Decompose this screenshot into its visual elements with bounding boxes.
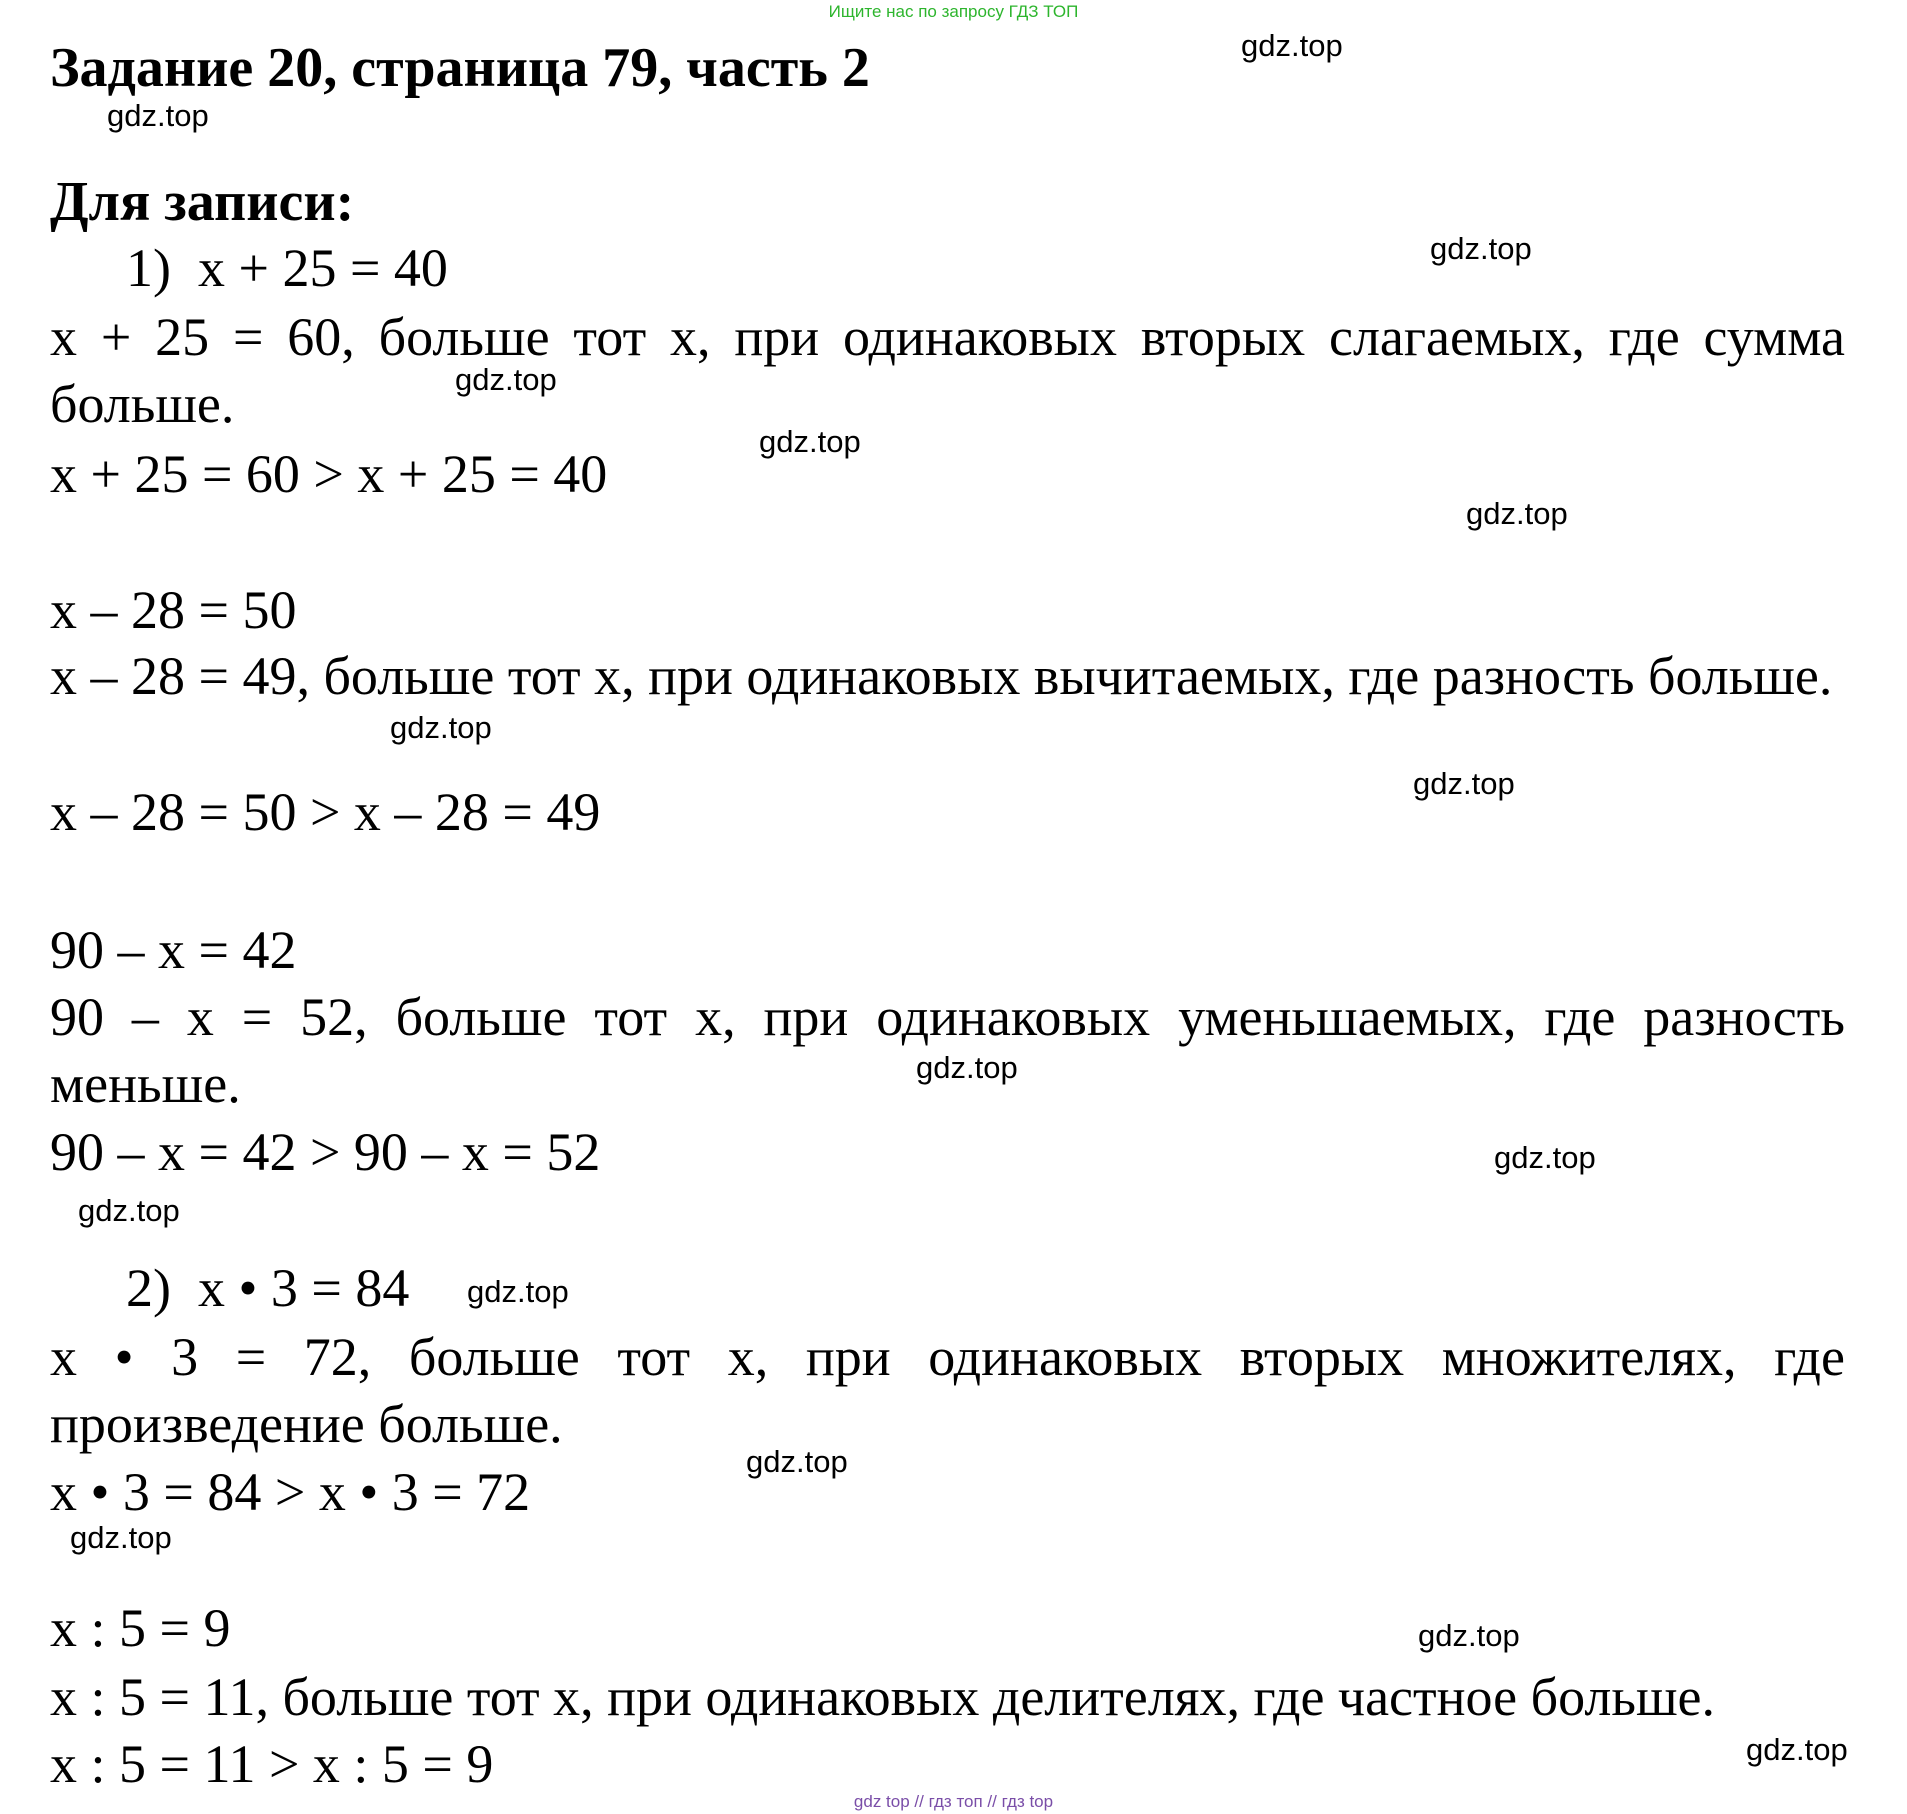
watermark: gdz.top [759,424,861,459]
footer: gdz top // гдз топ // гдз top [853,1792,1054,1811]
part2-task-b-given: x : 5 = 9 [50,1598,231,1658]
watermark: gdz.top [70,1520,172,1555]
part1-task-b-explanation: x – 28 = 49, больше тот x, при одинаковых вычитаемых, где разность больше. [50,646,1833,706]
section-label: Для записи: [50,171,355,233]
part2-task-b-explanation: x : 5 = 11, больше тот x, при одинаковых делителях, где частное больше. [50,1667,1716,1727]
watermark: gdz.top [1413,766,1515,801]
watermark: gdz.top [78,1193,180,1228]
part2-first-line [126,1256,409,1320]
part2-marker: 2) [126,1258,171,1318]
watermark: gdz.top [390,710,492,745]
watermark: gdz.top [1241,28,1343,63]
part1-task-b-comparison: x – 28 = 50 > x – 28 = 49 [50,782,601,842]
part2-task-a-given: x • 3 = 84 [197,1258,410,1318]
top-banner: Ищите нас по запросу ГДЗ ТОП [828,2,1079,21]
watermark: gdz.top [1466,496,1568,531]
part1-first-line [126,236,448,300]
watermark: gdz.top [916,1050,1018,1085]
part1-marker: 1) [126,238,171,298]
part1-task-c-comparison: 90 – x = 42 > 90 – x = 52 [50,1122,601,1182]
watermark: gdz.top [1418,1618,1520,1653]
page-title: Задание 20, страница 79, часть 2 [50,37,870,99]
part2-task-a-comparison: x • 3 = 84 > x • 3 = 72 [50,1462,531,1522]
watermark: gdz.top [746,1444,848,1479]
part1-task-b-given: x – 28 = 50 [50,580,297,640]
part1-task-a-comparison: x + 25 = 60 > x + 25 = 40 [50,444,608,504]
watermark: gdz.top [1494,1140,1596,1175]
part2-task-b-comparison: x : 5 = 11 > x : 5 = 9 [50,1734,494,1794]
watermark: gdz.top [107,98,209,133]
watermark: gdz.top [467,1274,569,1309]
watermark: gdz.top [1430,231,1532,266]
watermark: gdz.top [1746,1732,1848,1767]
part1-task-c-explanation: 90 – x = 52, больше тот x, при одинаковых уменьшаемых, где разность меньше. [50,987,1845,1114]
part1-task-c-given: 90 – x = 42 [50,920,297,980]
part1-task-a-explanation: x + 25 = 60, больше тот x, при одинаковых вторых слагаемых, где сумма больше. [50,307,1845,434]
part2-task-a-explanation: x • 3 = 72, больше тот x, при одинаковых вторых множителях, где произведение больше. [50,1327,1845,1454]
part1-task-a-given: x + 25 = 40 [197,238,448,298]
watermark: gdz.top [455,362,557,397]
